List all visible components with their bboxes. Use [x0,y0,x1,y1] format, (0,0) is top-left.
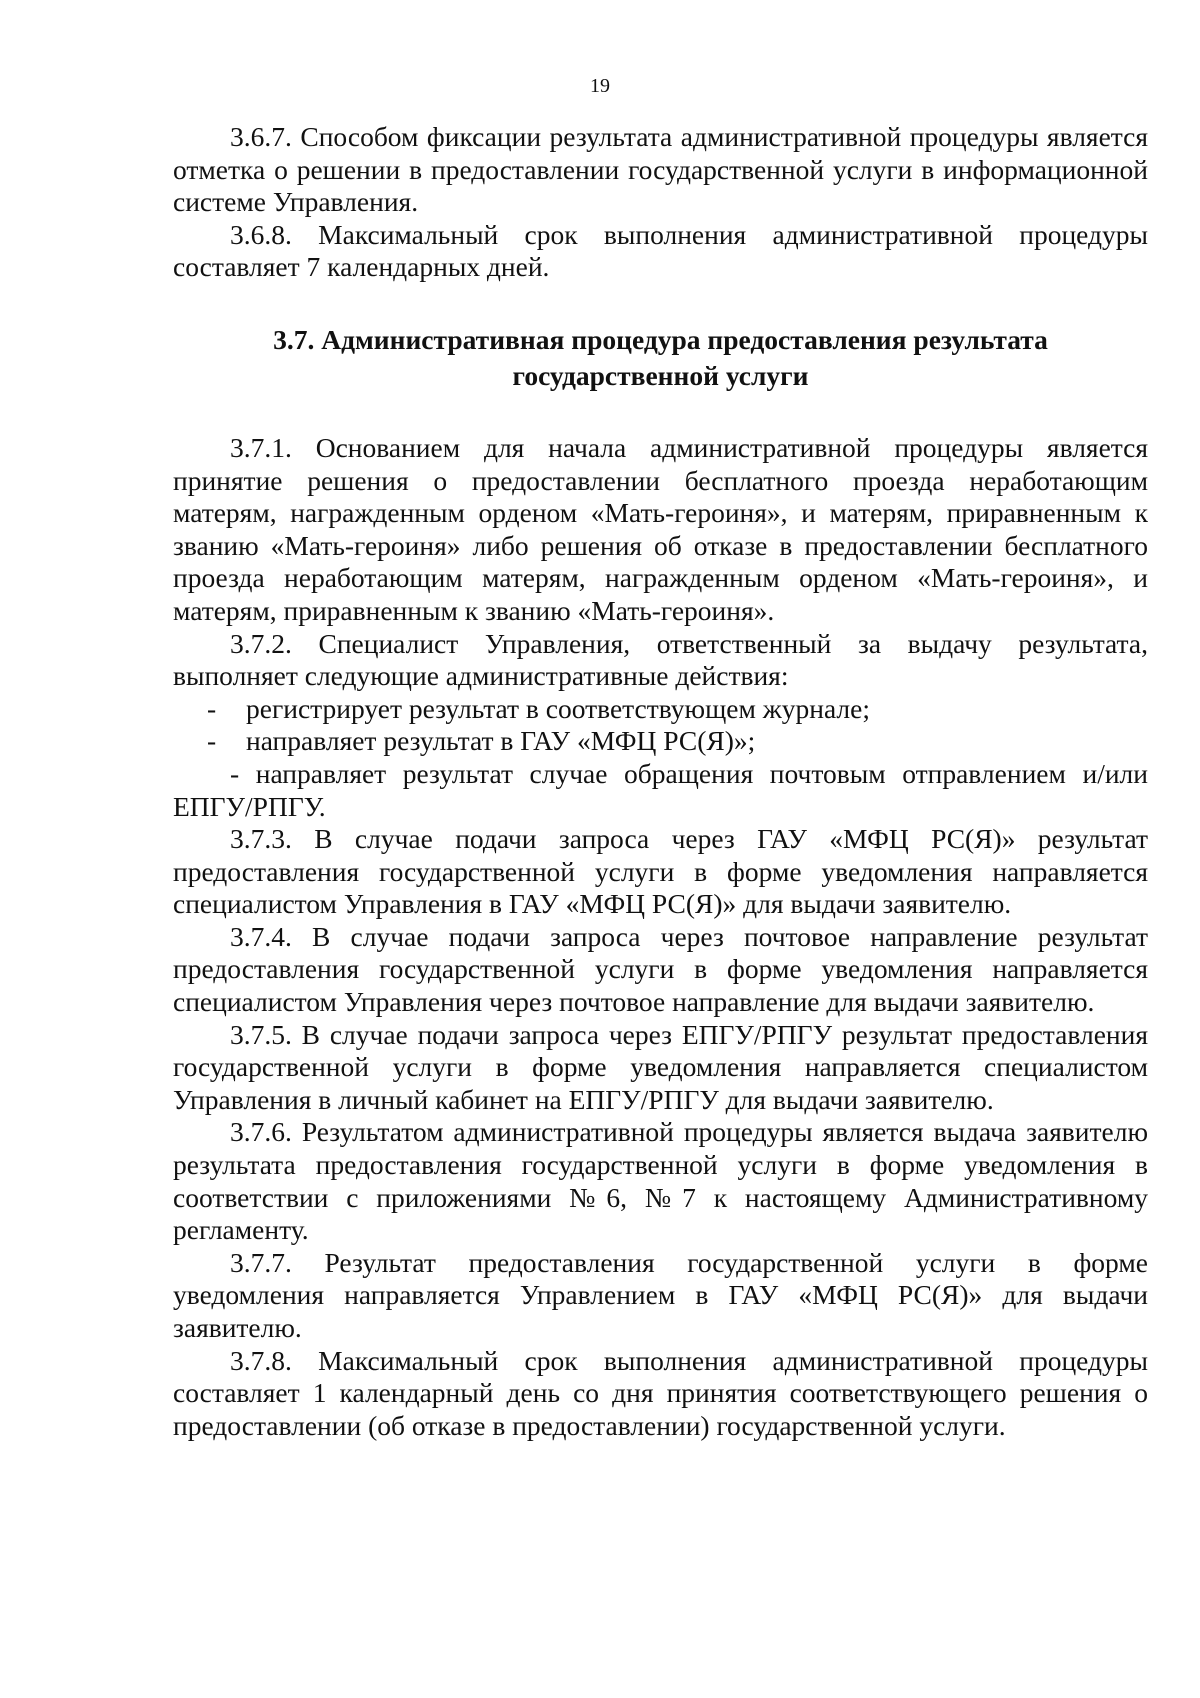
document-body [173,121,1148,1442]
paragraph-3-6-8: 3.6.8. Максимальный срок выполнения административной процедуры составляет 7 календарных дней. [173,218,1148,283]
list-item [173,725,1148,758]
paragraph-3-7-4: 3.7.4. В случае подачи запроса через почтовое направление результат предоставления государственной услуги в форме уведомления направляется специалистом Управления через почтовое направление для выдачи заявителю. [173,920,1148,1018]
list-item-text: направляет результат в ГАУ «МФЦ РС(Я)»; [246,725,756,757]
paragraph-3-6-7: 3.6.7. Способом фиксации результата административной процедуры является отметка о решении в предоставлении государственной услуги в информационной системе Управления. [173,121,1148,218]
dash-marker: - [207,725,217,757]
list-item-text: регистрирует результат в соответствующем журнале; [246,692,870,724]
paragraph-dash-item-3: - направляет результат случае обращения почтовым отправлением и/или ЕПГУ/РПГУ. [173,757,1148,822]
paragraph-3-7-7: 3.7.7. Результат предоставления государственной услуги в форме уведомления направляется Управлением в ГАУ «МФЦ РС(Я)» для выдачи заявителю. [173,1246,1148,1343]
list-item [173,693,1148,726]
paragraph-3-7-8: 3.7.8. Максимальный срок выполнения административной процедуры составляет 1 календарный день со дня принятия соответствующего решения о предоставлении (об отказе в предоставлении) государственной услуги. [173,1344,1148,1441]
dash-marker: - [207,692,217,724]
section-heading-line-2: государственной услуги [512,359,809,391]
page-number: 19 [590,75,610,97]
paragraph-3-7-6: 3.7.6. Результатом административной процедуры является выдача заявителю результата предоставления государственной услуги в форме уведомления в соответствии с приложениями №6, №7 к настоящему Административному регламенту. [173,1116,1148,1246]
paragraph-3-7-3: 3.7.3. В случае подачи запроса через ГАУ «МФЦ РС(Я)» результат предоставления государственной услуги в форме уведомления направляется специалистом Управления в ГАУ «МФЦ РС(Я)» для выдачи заявителю. [173,823,1148,920]
paragraph-3-7-2: 3.7.2. Специалист Управления, ответственный за выдачу результата, выполняет следующие административные действия: [173,627,1148,692]
section-heading [173,322,1148,394]
paragraph-3-7-5: 3.7.5. В случае подачи запроса через ЕПГУ/РПГУ результат предоставления государственной услуги в форме уведомления направляется специалистом Управления в личный кабинет на ЕПГУ/РПГУ для выдачи заявителю. [173,1018,1148,1115]
paragraph-3-7-1: 3.7.1. Основанием для начала административной процедуры является принятие решения о предоставлении бесплатного проезда неработающим матерям, награжденным орденом «Мать-героиня», и матерям, приравненным к званию «Мать-героиня» либо решения об отказе в предоставлении бесплатного проезда неработающим матерям, награжденным орденом «Мать-героиня», и матерям, приравненным к званию «Мать-героиня». [173,431,1148,626]
section-heading-line-1: 3.7. Административная процедура предоставления результата [273,323,1048,355]
